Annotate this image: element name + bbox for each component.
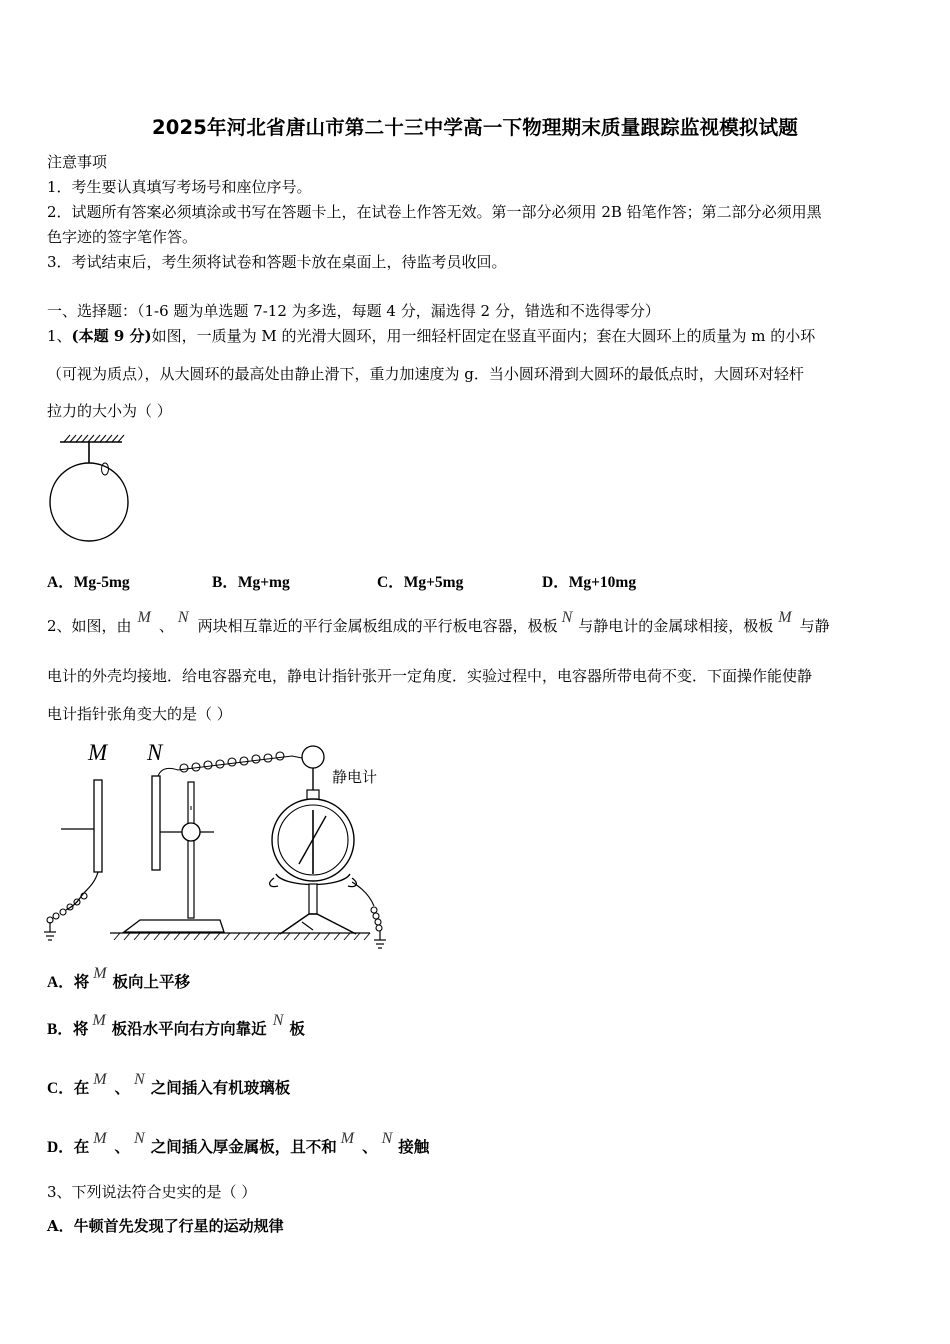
symbol-M: M <box>137 609 151 626</box>
symbol-M: M <box>93 965 107 982</box>
section-heading: 一、选择题：（1-6 题为单选题 7-12 为多选，每题 4 分，漏选得 2 分，错选和不选得零分） <box>47 302 660 320</box>
notice-heading: 注意事项 <box>47 153 108 171</box>
symbol-N: N <box>561 609 573 626</box>
q1-option-a: A．Mg-5mg <box>47 574 130 591</box>
q2-line-3: 电计指针张角变大的是（ ） <box>47 705 232 723</box>
q1-option-d: D．Mg+10mg <box>542 574 637 591</box>
q1-line-1 <box>47 326 815 346</box>
q2-line-1: 2、如图，由 M 、 N 两块相互靠近的平行金属板组成的平行板电容器，极板 N 与静电计的金属球相接，极板 M 与静 <box>47 609 830 635</box>
q2-option-a: A．将M板向上平移 <box>47 965 191 991</box>
symbol-N: N <box>134 1130 145 1147</box>
symbol-N: N <box>272 1012 284 1029</box>
symbol-N: N <box>177 609 189 626</box>
q2-line-2: 电计的外壳均接地．给电容器充电，静电计指针张开一定角度．实验过程中，电容器所带电荷不变．下面操作能使静 <box>47 667 813 685</box>
q1-ring-figure <box>44 432 144 547</box>
symbol-N: N <box>134 1071 145 1088</box>
notice-item-2: 2．试题所有答案必须填涂或书写在答题卡上，在试卷上作答无效。第一部分必须用 2B 铅笔作答；第二部分必须用黑 <box>47 203 822 221</box>
q1-line-3: 拉力的大小为（ ） <box>47 402 172 420</box>
figure-label-M: M <box>88 740 108 765</box>
symbol-M: M <box>93 1130 107 1147</box>
notice-item-1: 1．考生要认真填写考场号和座位序号。 <box>47 178 312 196</box>
q2-option-b: B．将M板沿水平向右方向靠近N板 <box>47 1012 305 1038</box>
q2-option-c: C．在M、N之间插入有机玻璃板 <box>47 1071 291 1097</box>
notice-item-2-cont: 色字迹的签字笔作答。 <box>47 228 198 246</box>
q2-option-d: D．在M、N之间插入厚金属板，且不和M、N接触 <box>47 1130 430 1156</box>
q1-line-2: （可视为质点），从大圆环的最高处由静止滑下，重力加速度为 g．当小圆环滑到大圆环的最低点时，大圆环对轻杆 <box>47 365 804 383</box>
symbol-M: M <box>92 1012 106 1029</box>
symbol-M: M <box>93 1071 107 1088</box>
q1-option-c: C．Mg+5mg <box>377 574 464 591</box>
figure-label-electrometer: 静电计 <box>332 768 378 786</box>
symbol-M: M <box>340 1130 355 1147</box>
exam-title: 2025年河北省唐山市第二十三中学高一下物理期末质量跟踪监视模拟试题 <box>151 116 799 139</box>
q1-score: (本题 9 分) <box>71 327 152 345</box>
figure-label-N: N <box>147 740 163 765</box>
q3-option-a: A．牛顿首先发现了行星的运动规律 <box>47 1217 284 1235</box>
symbol-M: M <box>778 609 792 626</box>
q3-stem: 3、下列说法符合史实的是（ ） <box>47 1183 257 1201</box>
q1-option-b: B．Mg+mg <box>212 574 290 591</box>
q1-stem-1: 如图，一质量为 M 的光滑大圆环，用一细轻杆固定在竖直平面内；套在大圆环上的质量为 m 的小环 <box>151 327 816 345</box>
notice-item-3: 3．考试结束后，考生须将试卷和答题卡放在桌面上，待监考员收回。 <box>47 253 507 271</box>
q1-number: 1、 <box>47 327 72 345</box>
q2-capacitor-figure <box>44 736 394 958</box>
symbol-N: N <box>381 1130 393 1147</box>
